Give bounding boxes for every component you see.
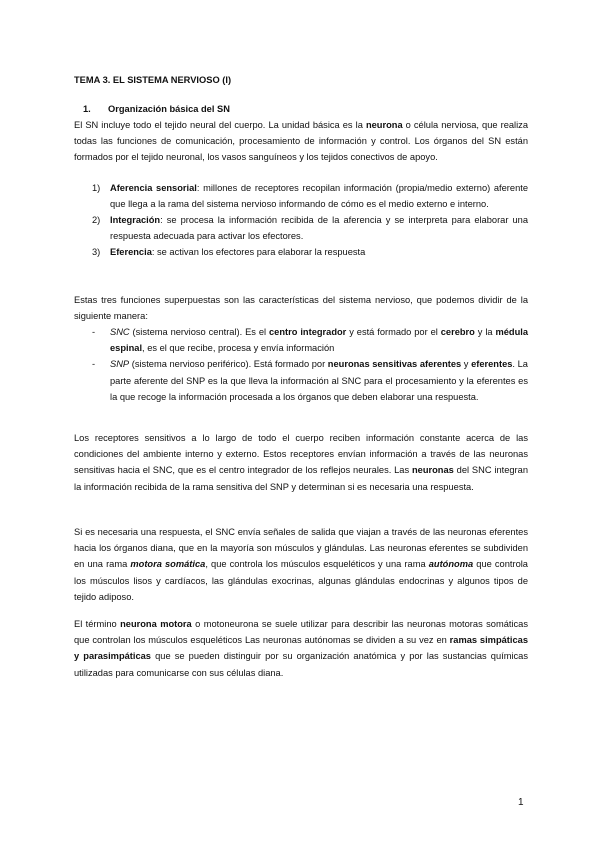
division-list xyxy=(74,324,528,405)
receptores-paragraph: Los receptores sensitivos a lo largo de todo el cuerpo reciben información constante acerca de las condiciones del ambiente interno y externo. Estos receptores envían información a través de las neuronas sensitivas hacia el SNC, que es el centro integrador de los reflejos neurales. Las neuronas del SNC integran la información recibida de la rama sensitiva del SNP y determinan si es necesaria una respuesta. xyxy=(74,433,528,492)
functions-list xyxy=(74,180,528,260)
bullet-dash: - xyxy=(92,327,96,337)
section-number: 1. xyxy=(83,104,91,114)
list-item-number: 2) xyxy=(92,215,101,225)
motora-paragraph: El término neurona motora o motoneurona se suele utilizar para describir las neuronas motoras somáticas que controlan los músculos esqueléticos Las neuronas autónomas se dividen a su vez en ramas simpáticas y parasimpáticas que se pueden distinguir por su organización anatómica y por las sustancias químicas utilizadas para comunicarse con sus células diana. xyxy=(74,619,528,678)
list-item: 3) Eferencia: se activan los efectores para elaborar la respuesta xyxy=(74,244,528,260)
section-heading xyxy=(74,102,230,116)
list-item: 2) Integración: se procesa la información recibida de la aferencia y se interpreta para elaborar una respuesta adecuada para activar los efectores. xyxy=(74,212,528,244)
bullet-dash: - xyxy=(92,359,96,370)
section-title: Organización básica del SN xyxy=(108,104,230,114)
intro-paragraph: El SN incluye todo el tejido neural del cuerpo. La unidad básica es la neurona o célula nerviosa, que realiza todas las funciones de comunicación, procesamiento de información y control. Los órganos del SN están formados por el tejido neuronal, los vasos sanguíneos y los tejidos conectivos de apoyo. xyxy=(74,120,528,163)
list-item-term: Aferencia sensorial xyxy=(110,183,197,193)
respuesta-paragraph: Si es necesaria una respuesta, el SNC envía señales de salida que viajan a través de las neuronas eferentes hacia los órganos diana, que en la mayoría son músculos y glándulas. Las neuronas eferentes se subdividen en una rama motora somática, que controla los músculos esqueléticos y una rama autónoma que controla los músculos lisos y cardíacos, las glándulas exocrinas, algunas glándulas endocrinas y algunos tipos de tejido adiposo. xyxy=(74,527,528,602)
list-item-number: 3) xyxy=(92,247,101,257)
division-intro: Estas tres funciones superpuestas son las características del sistema nervioso, que podemos dividir de la siguiente manera: xyxy=(74,295,528,322)
list-item-term: Eferencia xyxy=(110,247,152,257)
page-number: 1 xyxy=(518,797,524,808)
list-item-term: Integración xyxy=(110,215,161,225)
list-item-snc: - SNC (sistema nervioso central). Es el centro integrador y está formado por el cerebro y la médula espinal, es el que recibe, procesa y envía información xyxy=(74,324,528,356)
list-item: 1) Aferencia sensorial: millones de receptores recopilan información (propia/medio externo) aferente que llega a la rama del sistema nervioso informando de cómo es el medio externo e interno. xyxy=(74,180,528,212)
document-title: TEMA 3. EL SISTEMA NERVIOSO (I) xyxy=(74,75,232,85)
list-item-number: 1) xyxy=(92,183,101,193)
list-item-snp: - SNP (sistema nervioso periférico). Está formado por neuronas sensitivas aferentes y eferentes. La parte aferente del SNP es la que lleva la información al SNC para el procesamiento y la eferentes es la que recoge la información procesada a los órganos que deben elaborar una respuesta. xyxy=(74,356,528,405)
term-neurona: neurona xyxy=(365,120,403,130)
